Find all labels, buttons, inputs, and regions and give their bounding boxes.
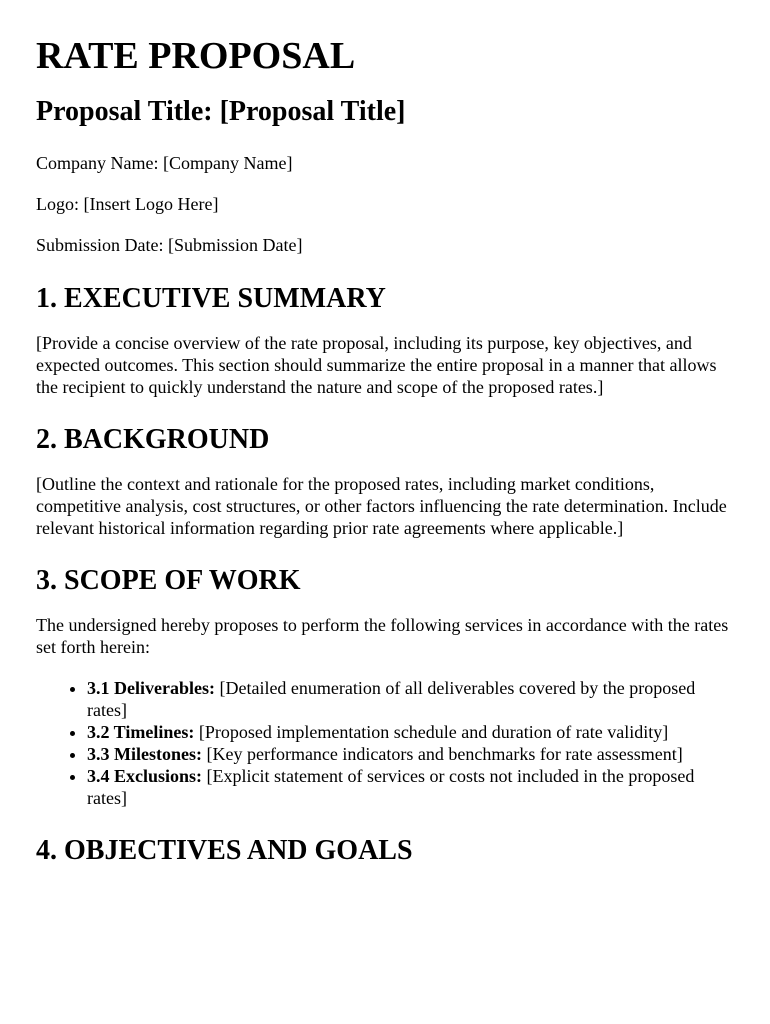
section-heading-background: 2. BACKGROUND <box>36 424 270 455</box>
scope-item-text: [Detailed enumeration of all deliverables covered by the proposed rates] <box>87 678 696 720</box>
scope-item-label: 3.3 Milestones: <box>87 744 202 764</box>
scope-item-text: [Proposed implementation schedule and duration of rate validity] <box>194 722 669 742</box>
scope-item-text: [Key performance indicators and benchmarks for rate assessment] <box>201 744 683 764</box>
section-heading-scope-of-work: 3. SCOPE OF WORK <box>36 565 301 596</box>
company-name-line: Company Name: [Company Name] <box>36 153 293 173</box>
list-item <box>87 677 736 721</box>
background-text: [Outline the context and rationale for the proposed rates, including market conditions, competitive analysis, cost structures, or other factors influencing the rate determination. Include relevant historical information regarding prior rate agreements where applicable.] <box>36 474 727 538</box>
scope-item-label: 3.2 Timelines: <box>87 722 195 742</box>
list-item <box>87 743 736 765</box>
proposal-title: Proposal Title: [Proposal Title] <box>36 96 406 127</box>
scope-items-list <box>36 677 736 809</box>
submission-date-line: Submission Date: [Submission Date] <box>36 235 303 255</box>
scope-item-label: 3.1 Deliverables: <box>87 678 215 698</box>
scope-item-text: [Explicit statement of services or costs not included in the proposed rates] <box>87 766 695 808</box>
document-page <box>36 0 736 868</box>
list-item <box>87 765 736 809</box>
section-heading-objectives-and-goals: 4. OBJECTIVES AND GOALS <box>36 835 413 866</box>
list-item <box>87 721 736 743</box>
executive-summary-text: [Provide a concise overview of the rate proposal, including its purpose, key objectives, and expected outcomes. This section should summarize the entire proposal in a manner that allows the recipient to quickly understand the nature and scope of the proposed rates.] <box>36 333 717 397</box>
section-heading-executive-summary: 1. EXECUTIVE SUMMARY <box>36 283 386 314</box>
scope-item-label: 3.4 Exclusions: <box>87 766 203 786</box>
scope-intro-text: The undersigned hereby proposes to perform the following services in accordance with the rates set forth herein: <box>36 615 729 657</box>
logo-line: Logo: [Insert Logo Here] <box>36 194 219 214</box>
document-title: RATE PROPOSAL <box>36 35 356 77</box>
